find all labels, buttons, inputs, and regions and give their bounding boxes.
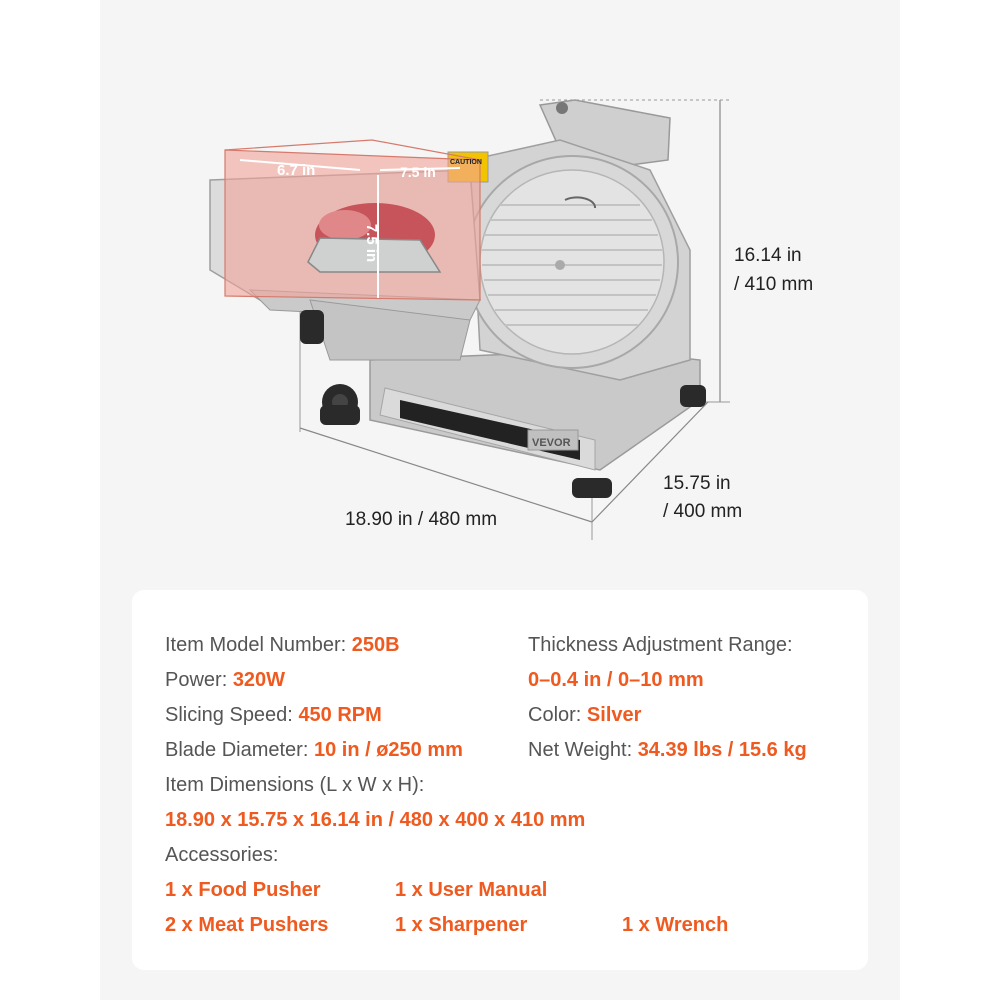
accessory-food-pusher: 1 x Food Pusher [165,879,321,901]
power-label: Power: [165,669,228,691]
weight-value: 34.39 lbs / 15.6 kg [637,739,807,761]
color-label: Color: [528,704,582,726]
blade-label: Blade Diameter: [165,739,309,761]
speed-label: Slicing Speed: [165,704,293,726]
accessory-user-manual: 1 x User Manual [395,879,548,901]
power-row [165,665,285,695]
speed-row [165,700,382,730]
blade-value: 10 in / ø250 mm [313,739,463,761]
color-value: Silver [586,704,642,726]
dimensions-label: Item Dimensions (L x W x H): [165,774,425,796]
caution-label: CAUTION [450,159,482,166]
color-row [528,700,641,730]
pusher-width-label: 6.7 in [277,162,316,179]
accessories-label: Accessories: [165,844,279,866]
pusher-depth-label: 7.5 in [400,164,436,180]
power-value: 320W [232,669,286,691]
model-label: Item Model Number: [165,634,347,656]
width-mm-label: / 400 mm [663,501,743,522]
weight-label: Net Weight: [528,739,633,761]
pusher-height-label: 7.5 in [363,223,381,263]
length-label: 18.90 in / 480 mm [345,509,498,530]
model-value: 250B [351,634,400,656]
speed-value: 450 RPM [298,704,382,726]
accessory-wrench: 1 x Wrench [622,914,729,936]
weight-row [528,735,807,765]
brand-label: VEVOR [532,437,571,449]
thickness-label: Thickness Adjustment Range: [528,634,793,656]
height-in-label: 16.14 in [734,245,802,266]
thickness-value: 0–0.4 in / 0–10 mm [528,669,704,691]
height-mm-label: / 410 mm [734,274,814,295]
accessory-sharpener: 1 x Sharpener [395,914,528,936]
accessory-meat-pushers: 2 x Meat Pushers [165,914,329,936]
model-row [165,630,400,660]
width-in-label: 15.75 in [663,473,731,494]
dimensions-value: 18.90 x 15.75 x 16.14 in / 480 x 400 x 410 mm [165,809,586,831]
blade-row [165,735,463,765]
